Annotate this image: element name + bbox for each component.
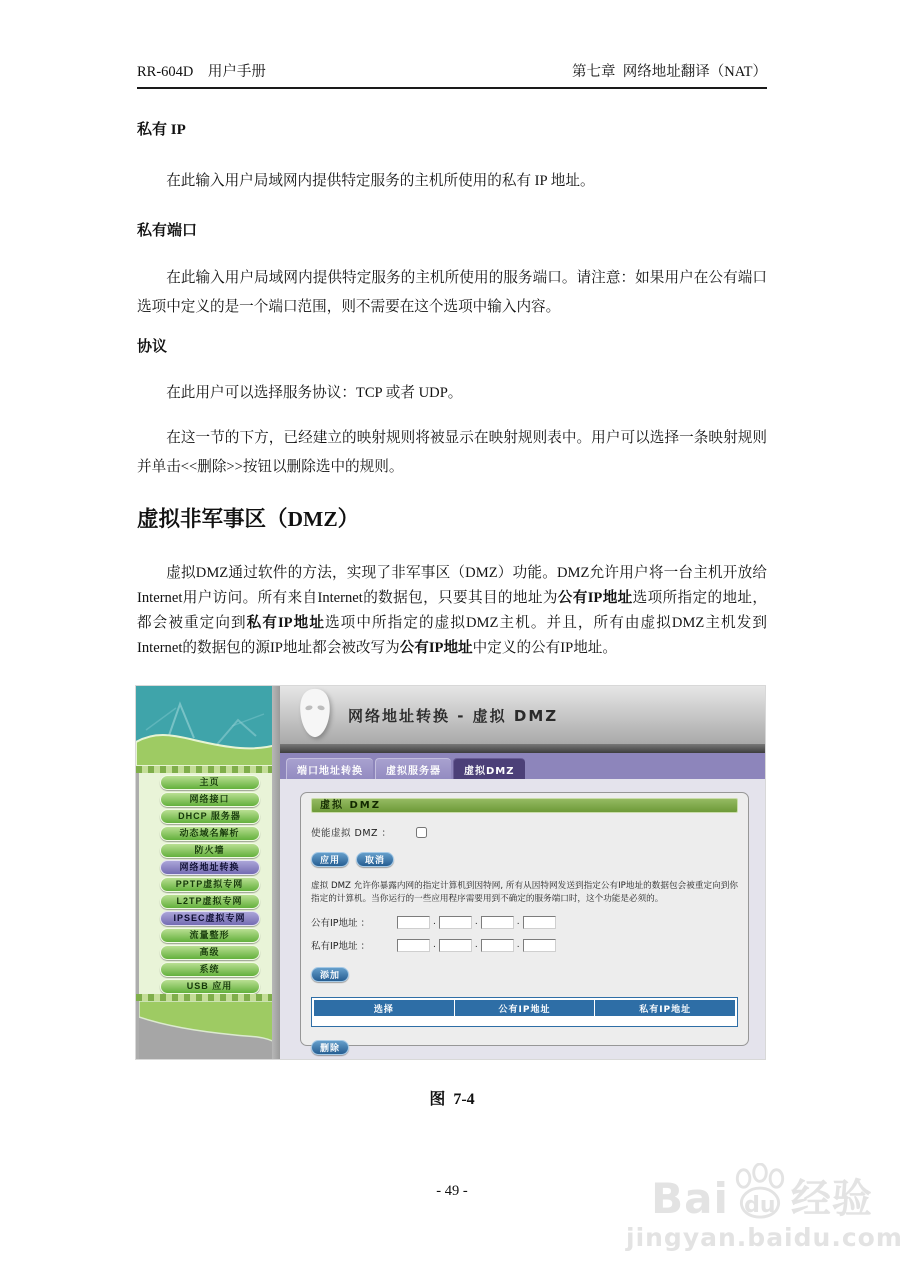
router-page-title: 网络地址转换 - 虚拟 DMZ [348, 706, 559, 725]
para-protocol: 在此用户可以选择服务协议：TCP 或者 UDP。 [166, 385, 463, 401]
sidebar-menu-button[interactable]: 防火墙 [160, 843, 260, 858]
para-private-port: 在此输入用户局域网内提供特定服务的主机所使用的服务端口。请注意：如果用户在公有端口选项中定义的是一个端口范围，则不需要在这个选项中输入内容。 [137, 270, 767, 315]
baidu-logo-text-jingyan: 经验 [790, 1176, 873, 1222]
table-header-cell: 私有IP地址 [595, 1000, 735, 1016]
sidebar-menu-button[interactable]: 动态域名解析 [160, 826, 260, 841]
private-ip-octet-2[interactable] [439, 939, 472, 952]
baidu-logo [626, 1163, 898, 1223]
dmz-mapping-table [311, 997, 738, 1027]
sidebar-menu-button[interactable]: USB 应用 [160, 979, 260, 994]
dmz-description: 虚拟 DMZ 允许你暴露内网的指定计算机到因特网, 所有从因特网发送到指定公有IP地址的数据包会被重定向到你指定的计算机。当你运行的一些应用程序需要用到不确定的服务端口时，这个功能是必须的。 [311, 881, 738, 904]
heading-protocol: 协议 [137, 339, 168, 355]
sidebar-menu-button[interactable]: PPTP虚拟专网 [160, 877, 260, 892]
baidu-logo-text-bai: Bai [651, 1174, 729, 1223]
cancel-button[interactable]: 取消 [356, 852, 394, 867]
sidebar-menu-button[interactable]: 网络地址转换 [160, 860, 260, 875]
doc-header [137, 0, 767, 89]
para-virtual-dmz: 虚拟DMZ通过软件的方法，实现了非军事区（DMZ）功能。DMZ允许用户将一台主机开放给Internet用户访问。所有来自Internet的数据包，只要其目的地址为公有IP地址选项所指定的地址，都会被重定向到私有IP地址选项中所指定的虚拟DMZ主机。并且，所有由虚拟DMZ主机发到Internet的数据包的源IP地址都会被改写为公有IP地址中定义的公有IP地址。 [137, 565, 767, 656]
public-ip-octet-4[interactable] [523, 916, 556, 929]
delete-row [311, 1040, 738, 1055]
table-header-cell: 公有IP地址 [455, 1000, 596, 1016]
sidebar-menu [136, 773, 280, 994]
router-main [280, 686, 765, 1059]
para-mapping-rules: 在这一节的下方，已经建立的映射规则将被显示在映射规则表中。用户可以选择一条映射规则并单击<<删除>>按钮以删除选中的规则。 [137, 430, 767, 475]
enable-dmz-checkbox[interactable] [416, 827, 427, 838]
sidebar-menu-button[interactable]: IPSEC虚拟专网 [160, 911, 260, 926]
mask-icon [296, 687, 334, 743]
header-divider-strip [280, 744, 765, 753]
doc-header-left: RR-604D 用户手册 [137, 64, 266, 80]
private-ip-row: 私有IP地址 ： . . . [311, 938, 738, 952]
panel-title-bar: 虚拟 DMZ [311, 798, 738, 813]
page-number: - 49 - [436, 1183, 468, 1199]
public-ip-octet-2[interactable] [439, 916, 472, 929]
router-ui-screenshot [136, 686, 765, 1059]
public-ip-row: 公有IP地址 ： . . . [311, 915, 738, 929]
doc-header-right: 第七章 网络地址翻译（NAT） [572, 64, 767, 80]
sidebar-menu-button[interactable]: 主页 [160, 775, 260, 790]
router-tab[interactable]: 端口地址转换 [286, 758, 373, 779]
sidebar-menu-button[interactable]: 高级 [160, 945, 260, 960]
private-ip-octet-1[interactable] [397, 939, 430, 952]
para-private-ip: 在此输入用户局域网内提供特定服务的主机所使用的私有 IP 地址。 [166, 173, 595, 189]
sidebar-menu-button[interactable]: 系统 [160, 962, 260, 977]
heading-private-port: 私有端口 [137, 223, 198, 239]
router-content [280, 779, 765, 1059]
public-ip-label: 公有IP地址 ： [311, 918, 371, 929]
enable-dmz-row [311, 825, 738, 839]
sidebar-artwork-top [136, 686, 280, 766]
heading-virtual-dmz: 虚拟非军事区（DMZ） [137, 507, 360, 531]
baidu-watermark [626, 1163, 903, 1252]
enable-dmz-label: 使能虚拟 DMZ ： [311, 828, 392, 839]
public-ip-octet-3[interactable] [481, 916, 514, 929]
private-ip-label: 私有IP地址 ： [311, 941, 371, 952]
teal-hill-art [136, 686, 280, 766]
heading-private-ip: 私有 IP [137, 122, 186, 138]
baidu-logo-text-du: du [744, 1193, 776, 1218]
sidebar-dot-strip-top [136, 766, 280, 773]
figure-caption: 图 7-4 [429, 1091, 475, 1108]
private-ip-octet-4[interactable] [523, 939, 556, 952]
sidebar-menu-button[interactable]: DHCP 服务器 [160, 809, 260, 824]
table-header-row [314, 1000, 735, 1016]
table-header-cell: 选择 [314, 1000, 455, 1016]
apply-cancel-row [311, 852, 738, 867]
sidebar-menu-button[interactable]: 网络接口 [160, 792, 260, 807]
router-sidebar [136, 686, 280, 1059]
add-row [311, 967, 738, 982]
dmz-panel [300, 792, 749, 1053]
sidebar-menu-button[interactable]: L2TP虚拟专网 [160, 894, 260, 909]
sidebar-artwork-bottom [136, 1001, 280, 1059]
sidebar-frame-strip [272, 686, 280, 1059]
public-ip-octet-1[interactable] [397, 916, 430, 929]
add-button[interactable]: 添加 [311, 967, 349, 982]
watermark-url: jingyan.baidu.com [626, 1223, 903, 1252]
apply-button[interactable]: 应用 [311, 852, 349, 867]
router-header [280, 686, 765, 744]
green-hill-art [139, 1001, 280, 1059]
router-tab-bar [280, 753, 765, 779]
router-tab[interactable]: 虚拟DMZ [453, 758, 525, 779]
router-tab[interactable]: 虚拟服务器 [375, 758, 451, 779]
sidebar-menu-button[interactable]: 流量整形 [160, 928, 260, 943]
delete-button[interactable]: 删除 [311, 1040, 349, 1055]
private-ip-octet-3[interactable] [481, 939, 514, 952]
paw-icon [731, 1163, 789, 1219]
sidebar-dot-strip-bottom [136, 994, 280, 1001]
table-empty-body [314, 1016, 735, 1024]
